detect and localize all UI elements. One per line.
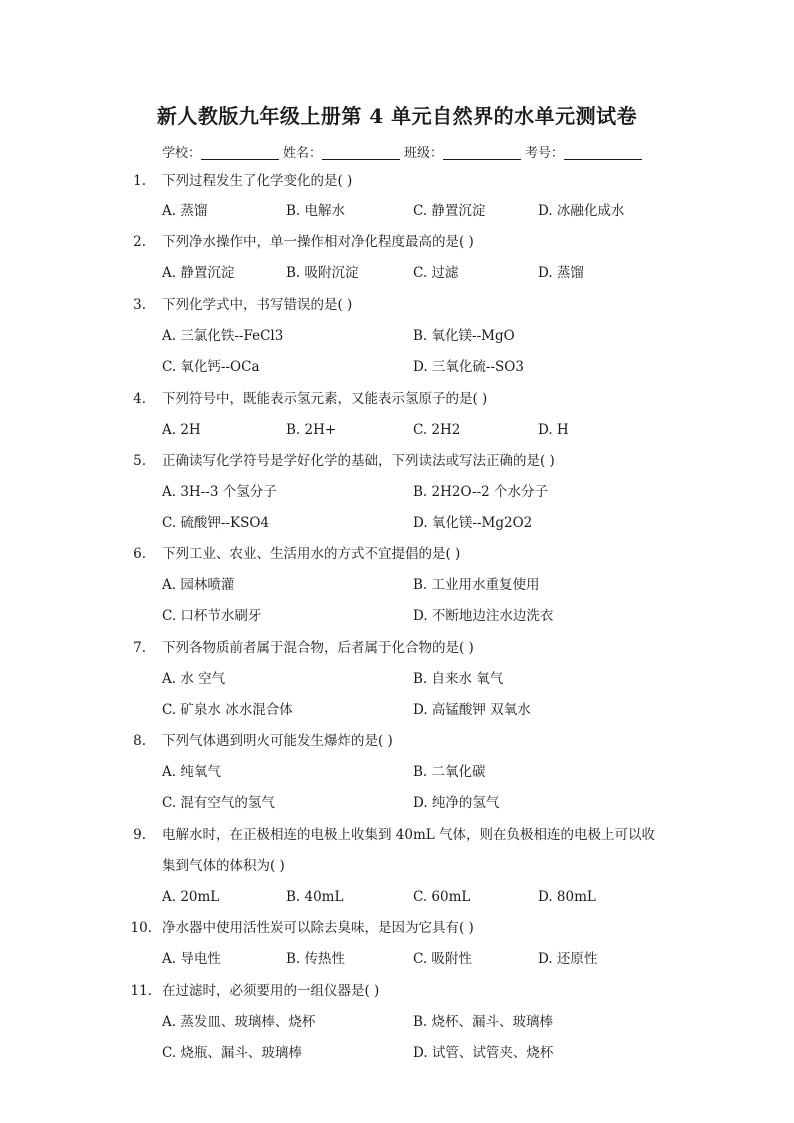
option-a[interactable]: A. 水 空气 (162, 671, 226, 687)
question-number: 4. (133, 391, 146, 407)
student-info-line (162, 142, 646, 161)
option-a[interactable]: A. 纯氧气 (162, 764, 221, 780)
option-d[interactable]: D. 蒸馏 (538, 265, 584, 281)
school-label: 学校： (162, 146, 202, 161)
question-number: 10. (130, 920, 152, 936)
option-b[interactable]: B. 40mL (286, 889, 344, 905)
option-d[interactable]: D. 冰融化成水 (538, 203, 625, 219)
question-stem: 下列工业、农业、生活用水的方式不宜提倡的是( ) (162, 546, 461, 562)
option-b[interactable]: B. 传热性 (286, 951, 346, 967)
option-c[interactable]: C. 烧瓶、漏斗、玻璃棒 (162, 1045, 302, 1061)
class-label: 班级： (404, 146, 444, 161)
exam-no-label: 考号： (525, 146, 565, 161)
option-c[interactable]: C. 混有空气的氢气 (162, 795, 275, 811)
question-number: 6. (133, 546, 146, 562)
page-title: 新人教版九年级上册第 4 单元自然界的水单元测试卷 (156, 104, 638, 128)
option-a[interactable]: A. 导电性 (162, 951, 221, 967)
question-stem-continued: 集到气体的体积为( ) (162, 858, 285, 874)
option-b[interactable]: B. 自来水 氧气 (413, 671, 504, 687)
exam-no-blank[interactable] (564, 145, 642, 160)
question-stem: 在过滤时，必须要用的一组仪器是( ) (162, 983, 380, 999)
option-a[interactable]: A. 蒸发皿、玻璃棒、烧杯 (162, 1014, 316, 1030)
option-d[interactable]: D. 还原性 (538, 951, 598, 967)
option-a[interactable]: A. 20mL (162, 889, 220, 905)
option-d[interactable]: D. 试管、试管夹、烧杯 (413, 1045, 554, 1061)
option-a[interactable]: A. 静置沉淀 (162, 265, 235, 281)
option-d[interactable]: D. H (538, 422, 569, 438)
question-stem: 正确读写化学符号是学好化学的基础，下列读法或写法正确的是( ) (162, 453, 555, 469)
option-d[interactable]: D. 高锰酸钾 双氧水 (413, 702, 531, 718)
option-a[interactable]: A. 三氯化铁--FeCl3 (162, 328, 284, 344)
option-c[interactable]: C. 矿泉水 冰水混合体 (162, 702, 293, 718)
option-b[interactable]: B. 2H2O--2 个水分子 (413, 484, 549, 500)
question-number: 5. (133, 453, 146, 469)
question-stem: 下列过程发生了化学变化的是( ) (162, 173, 353, 189)
option-a[interactable]: A. 蒸馏 (162, 203, 208, 219)
option-b[interactable]: B. 氧化镁--MgO (413, 328, 515, 344)
question-stem: 下列气体遇到明火可能发生爆炸的是( ) (162, 733, 393, 749)
question-number: 11. (130, 983, 152, 999)
option-a[interactable]: A. 3H--3 个氢分子 (162, 484, 277, 500)
option-c[interactable]: C. 吸附性 (413, 951, 472, 967)
option-c[interactable]: C. 口杯节水刷牙 (162, 608, 262, 624)
option-b[interactable]: B. 二氧化碳 (413, 764, 486, 780)
option-b[interactable]: B. 工业用水重复使用 (413, 577, 540, 593)
question-stem: 下列化学式中，书写错误的是( ) (162, 297, 353, 313)
question-number: 2. (133, 234, 146, 250)
option-c[interactable]: C. 硫酸钾--KSO4 (162, 515, 270, 531)
name-blank[interactable] (322, 145, 400, 160)
question-number: 3. (133, 297, 146, 313)
question-stem: 下列净水操作中，单一操作相对净化程度最高的是( ) (162, 234, 474, 250)
option-d[interactable]: D. 80mL (538, 889, 596, 905)
question-number: 7. (133, 640, 146, 656)
option-d[interactable]: D. 纯净的氢气 (413, 795, 500, 811)
question-stem: 下列符号中，既能表示氢元素，又能表示氢原子的是( ) (162, 391, 488, 407)
question-stem: 下列各物质前者属于混合物，后者属于化合物的是( ) (162, 640, 474, 656)
option-a[interactable]: A. 2H (162, 422, 201, 438)
option-c[interactable]: C. 氧化钙--OCa (162, 359, 260, 375)
class-blank[interactable] (443, 145, 521, 160)
option-b[interactable]: B. 2H+ (286, 422, 337, 438)
option-d[interactable]: D. 三氧化硫--SO3 (413, 359, 524, 375)
question-stem: 电解水时，在正极相连的电极上收集到 40mL 气体，则在负极相连的电极上可以收 (162, 827, 656, 843)
question-stem: 净水器中使用活性炭可以除去臭味，是因为它具有( ) (162, 920, 474, 936)
option-d[interactable]: D. 不断地边注水边洗衣 (413, 608, 554, 624)
option-c[interactable]: C. 2H2 (413, 422, 461, 438)
question-number: 1. (133, 173, 146, 189)
option-c[interactable]: C. 静置沉淀 (413, 203, 486, 219)
option-b[interactable]: B. 吸附沉淀 (286, 265, 359, 281)
name-label: 姓名： (283, 146, 323, 161)
question-number: 8. (133, 733, 146, 749)
option-d[interactable]: D. 氧化镁--Mg2O2 (413, 515, 533, 531)
school-blank[interactable] (201, 145, 279, 160)
option-a[interactable]: A. 园林喷灌 (162, 577, 235, 593)
option-b[interactable]: B. 烧杯、漏斗、玻璃棒 (413, 1014, 554, 1030)
option-b[interactable]: B. 电解水 (286, 203, 346, 219)
option-c[interactable]: C. 60mL (413, 889, 471, 905)
question-number: 9. (133, 827, 146, 843)
option-c[interactable]: C. 过滤 (413, 265, 459, 281)
